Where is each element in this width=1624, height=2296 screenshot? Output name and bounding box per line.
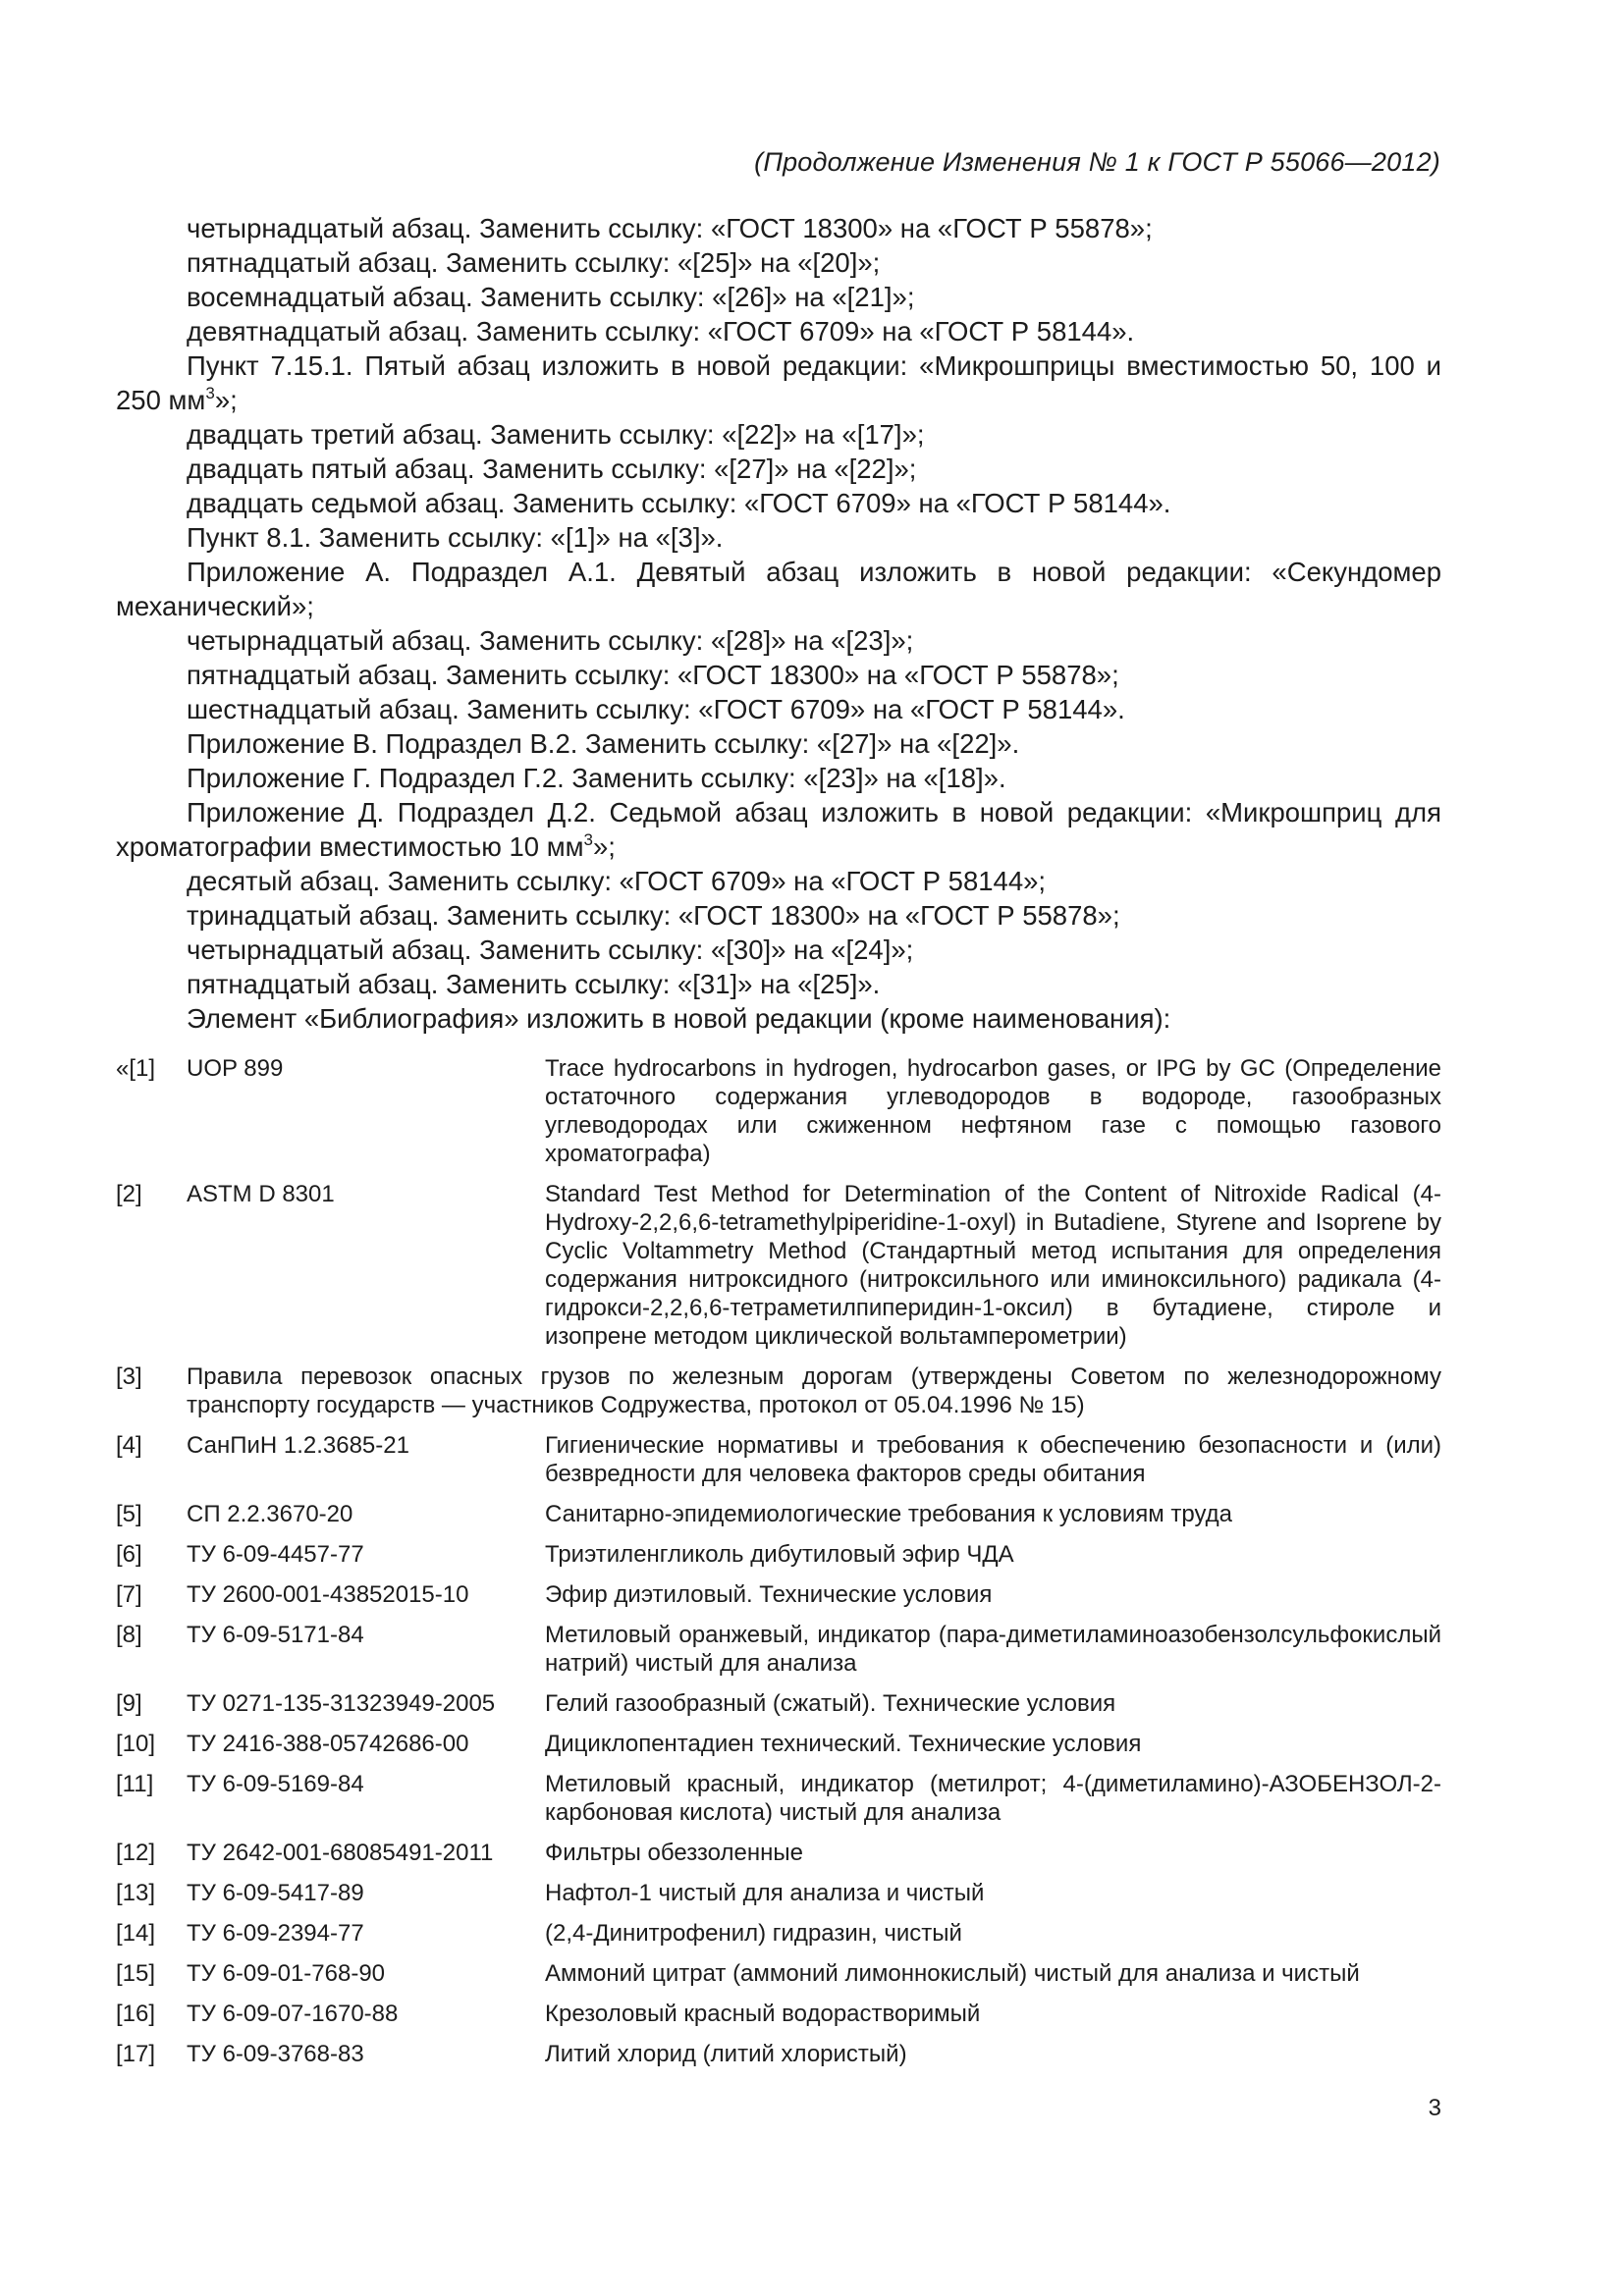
entry-number: [9]: [116, 1690, 142, 1717]
page-number: 3: [1428, 2095, 1441, 2121]
amendment-paragraph: пятнадцатый абзац. Заменить ссылку: «[25]» на «[20]»;: [187, 247, 881, 278]
entry-title: Trace hydrocarbons in hydrogen, hydrocarbon gases, or IPG by GC (Определение остаточного содержания углеводородов в водороде, газообразных углеводородах или сжиженном нефтяном газе с помощью газового хроматографа): [545, 1055, 1441, 1167]
bibliography-table: [116, 1054, 1441, 2080]
amendment-paragraph: Элемент «Библиография» изложить в новой редакции (кроме наименования):: [187, 1003, 1171, 1034]
entry-title: Эфир диэтиловый. Технические условия: [545, 1581, 993, 1608]
amendment-paragraph: Приложение В. Подраздел В.2. Заменить ссылку: «[27]» на «[22]».: [187, 728, 1020, 759]
bibliography-entry: [116, 1180, 1441, 1351]
entry-title: Гелий газообразный (сжатый). Технические условия: [545, 1690, 1116, 1717]
entry-number: [8]: [116, 1622, 142, 1648]
bibliography-entry: [116, 1054, 1441, 1168]
entry-title: Нафтол-1 чистый для анализа и чистый: [545, 1880, 985, 1906]
entry-designation: СП 2.2.3670-20: [187, 1501, 353, 1527]
entry-designation: ТУ 6-09-01-768-90: [187, 1960, 386, 1987]
bibliography-entry: [116, 1580, 1441, 1609]
entry-title: (2,4-Динитрофенил) гидразин, чистый: [545, 1920, 962, 1947]
entry-designation: ТУ 6-09-5169-84: [187, 1771, 364, 1797]
amendment-paragraph: пятнадцатый абзац. Заменить ссылку: «[31]» на «[25]».: [187, 969, 881, 999]
amendment-paragraph: Приложение Д. Подраздел Д.2. Седьмой абзац изложить в новой редакции: «Микрошприц для хроматографии вместимостью 10 $мм^3$»;: [116, 797, 1441, 862]
entry-number: [3]: [116, 1363, 142, 1390]
amendment-text: [116, 211, 1441, 1036]
entry-designation: ТУ 6-09-07-1670-88: [187, 2001, 399, 2027]
entry-designation: UOP 899: [187, 1055, 284, 1082]
amendment-paragraph: четырнадцатый абзац. Заменить ссылку: «[28]» на «[23]»;: [187, 625, 914, 656]
entry-number: [4]: [116, 1432, 142, 1459]
amendment-paragraph: восемнадцатый абзац. Заменить ссылку: «[26]» на «[21]»;: [187, 282, 915, 312]
entry-title: Крезоловый красный водорастворимый: [545, 2001, 981, 2027]
entry-title: Правила перевозок опасных грузов по железным дорогам (утверждены Советом по железнодорожному транспорту государств — участников Содружества, протокол от 05.04.1996 № 15): [187, 1363, 1441, 1418]
amendment-paragraph: пятнадцатый абзац. Заменить ссылку: «ГОСТ 18300» на «ГОСТ Р 55878»;: [187, 660, 1119, 690]
bibliography-entry: [116, 1621, 1441, 1678]
amendment-paragraph: Приложение Г. Подраздел Г.2. Заменить ссылку: «[23]» на «[18]».: [187, 763, 1006, 793]
bibliography-entry: [116, 1500, 1441, 1528]
bibliography-entry: [116, 1431, 1441, 1488]
entry-number: [7]: [116, 1581, 142, 1608]
entry-designation: ТУ 6-09-4457-77: [187, 1541, 364, 1568]
entry-title: Санитарно-эпидемиологические требования к условиям труда: [545, 1501, 1233, 1527]
amendment-paragraph: двадцать третий абзац. Заменить ссылку: «[22]» на «[17]»;: [187, 419, 925, 450]
entry-number: [5]: [116, 1501, 142, 1527]
entry-number: [16]: [116, 2001, 156, 2027]
amendment-paragraph: десятый абзац. Заменить ссылку: «ГОСТ 6709» на «ГОСТ Р 58144»;: [187, 866, 1047, 896]
entry-designation: ТУ 6-09-2394-77: [187, 1920, 364, 1947]
entry-number: [14]: [116, 1920, 156, 1947]
amendment-paragraph: девятнадцатый абзац. Заменить ссылку: «ГОСТ 6709» на «ГОСТ Р 58144».: [187, 316, 1135, 347]
running-header: (Продолжение Изменения № 1 к ГОСТ Р 55066—2012): [754, 147, 1440, 177]
entry-number: [10]: [116, 1731, 156, 1757]
entry-title: Метиловый оранжевый, индикатор (пара-диметиламиноазобензолсульфокислый натрий) чистый для анализа: [545, 1622, 1441, 1677]
bibliography-entry: [116, 1919, 1441, 1948]
entry-number: [12]: [116, 1840, 156, 1866]
amendment-paragraph: четырнадцатый абзац. Заменить ссылку: «ГОСТ 18300» на «ГОСТ Р 55878»;: [187, 213, 1153, 243]
bibliography-entry: [116, 1362, 1441, 1419]
entry-designation: ASTM D 8301: [187, 1181, 335, 1207]
bibliography-entry: [116, 1839, 1441, 1867]
entry-designation: ТУ 6-09-5417-89: [187, 1880, 364, 1906]
entry-title: Гигиенические нормативы и требования к обеспечению безопасности и (или) безвредности для человека факторов среды обитания: [545, 1432, 1441, 1487]
amendment-paragraph: тринадцатый абзац. Заменить ссылку: «ГОСТ 18300» на «ГОСТ Р 55878»;: [187, 900, 1120, 931]
entry-number: [15]: [116, 1960, 156, 1987]
entry-number: [11]: [116, 1771, 154, 1797]
entry-number: [6]: [116, 1541, 142, 1568]
amendment-paragraph: Пункт 8.1. Заменить ссылку: «[1]» на «[3]».: [187, 522, 724, 553]
amendment-paragraph: шестнадцатый абзац. Заменить ссылку: «ГОСТ 6709» на «ГОСТ Р 58144».: [187, 694, 1125, 724]
entry-designation: ТУ 6-09-5171-84: [187, 1622, 364, 1648]
entry-number: [17]: [116, 2041, 156, 2067]
entry-number: [2]: [116, 1181, 142, 1207]
entry-title: Дициклопентадиен технический. Технические условия: [545, 1731, 1142, 1757]
bibliography-entry: [116, 1770, 1441, 1827]
entry-title: Триэтиленгликоль дибутиловый эфир ЧДА: [545, 1541, 1014, 1568]
entry-title: Фильтры обеззоленные: [545, 1840, 803, 1866]
entry-number: [13]: [116, 1880, 156, 1906]
entry-designation: ТУ 2642-001-68085491-2011: [187, 1840, 494, 1866]
entry-title: Литий хлорид (литий хлористый): [545, 2041, 907, 2067]
entry-title: Standard Test Method for Determination of the Content of Nitroxide Radical (4-Hydroxy-2,2,6,6-tetramethylpiperidine-1-oxyl) in Butadiene, Styrene and Isoprene by Cyclic Voltammetry Method (Стандартный метод испытания для определения содержания нитроксидного (нитроксильного или иминоксильного) радикала (4-гидрокси-2,2,6,6-тетраметилпиперидин-1-оксил) в бутадиене, стироле и изопрене методом циклической вольтамперометрии): [545, 1181, 1441, 1350]
entry-designation: ТУ 2600-001-43852015-10: [187, 1581, 469, 1608]
bibliography-entry: [116, 1879, 1441, 1907]
amendment-paragraph: Приложение А. Подраздел А.1. Девятый абзац изложить в новой редакции: «Секундомер механический»;: [116, 557, 1441, 621]
entry-number: «[1]: [116, 1055, 156, 1082]
entry-designation: СанПиН 1.2.3685-21: [187, 1432, 409, 1459]
entry-title: Метиловый красный, индикатор (метилрот; 4-(диметиламино)-АЗОБЕНЗОЛ-2-карбоновая кислота) чистый для анализа: [545, 1771, 1441, 1826]
entry-title: Аммоний цитрат (аммоний лимоннокислый) чистый для анализа и чистый: [545, 1960, 1360, 1987]
bibliography-entry: [116, 1959, 1441, 1988]
bibliography-entry: [116, 2040, 1441, 2068]
bibliography-entry: [116, 1540, 1441, 1569]
bibliography-entry: [116, 1730, 1441, 1758]
amendment-paragraph: двадцать пятый абзац. Заменить ссылку: «[27]» на «[22]»;: [187, 454, 917, 484]
bibliography-entry: [116, 2000, 1441, 2028]
entry-designation: ТУ 6-09-3768-83: [187, 2041, 364, 2067]
bibliography-entry: [116, 1689, 1441, 1718]
entry-designation: ТУ 2416-388-05742686-00: [187, 1731, 469, 1757]
entry-designation: ТУ 0271-135-31323949-2005: [187, 1690, 496, 1717]
amendment-paragraph: Пункт 7.15.1. Пятый абзац изложить в новой редакции: «Микрошприцы вместимостью 50, 100 и 250 $мм^3$»;: [116, 350, 1441, 415]
amendment-paragraph: четырнадцатый абзац. Заменить ссылку: «[30]» на «[24]»;: [187, 934, 914, 965]
amendment-paragraph: двадцать седьмой абзац. Заменить ссылку: «ГОСТ 6709» на «ГОСТ Р 58144».: [187, 488, 1171, 518]
